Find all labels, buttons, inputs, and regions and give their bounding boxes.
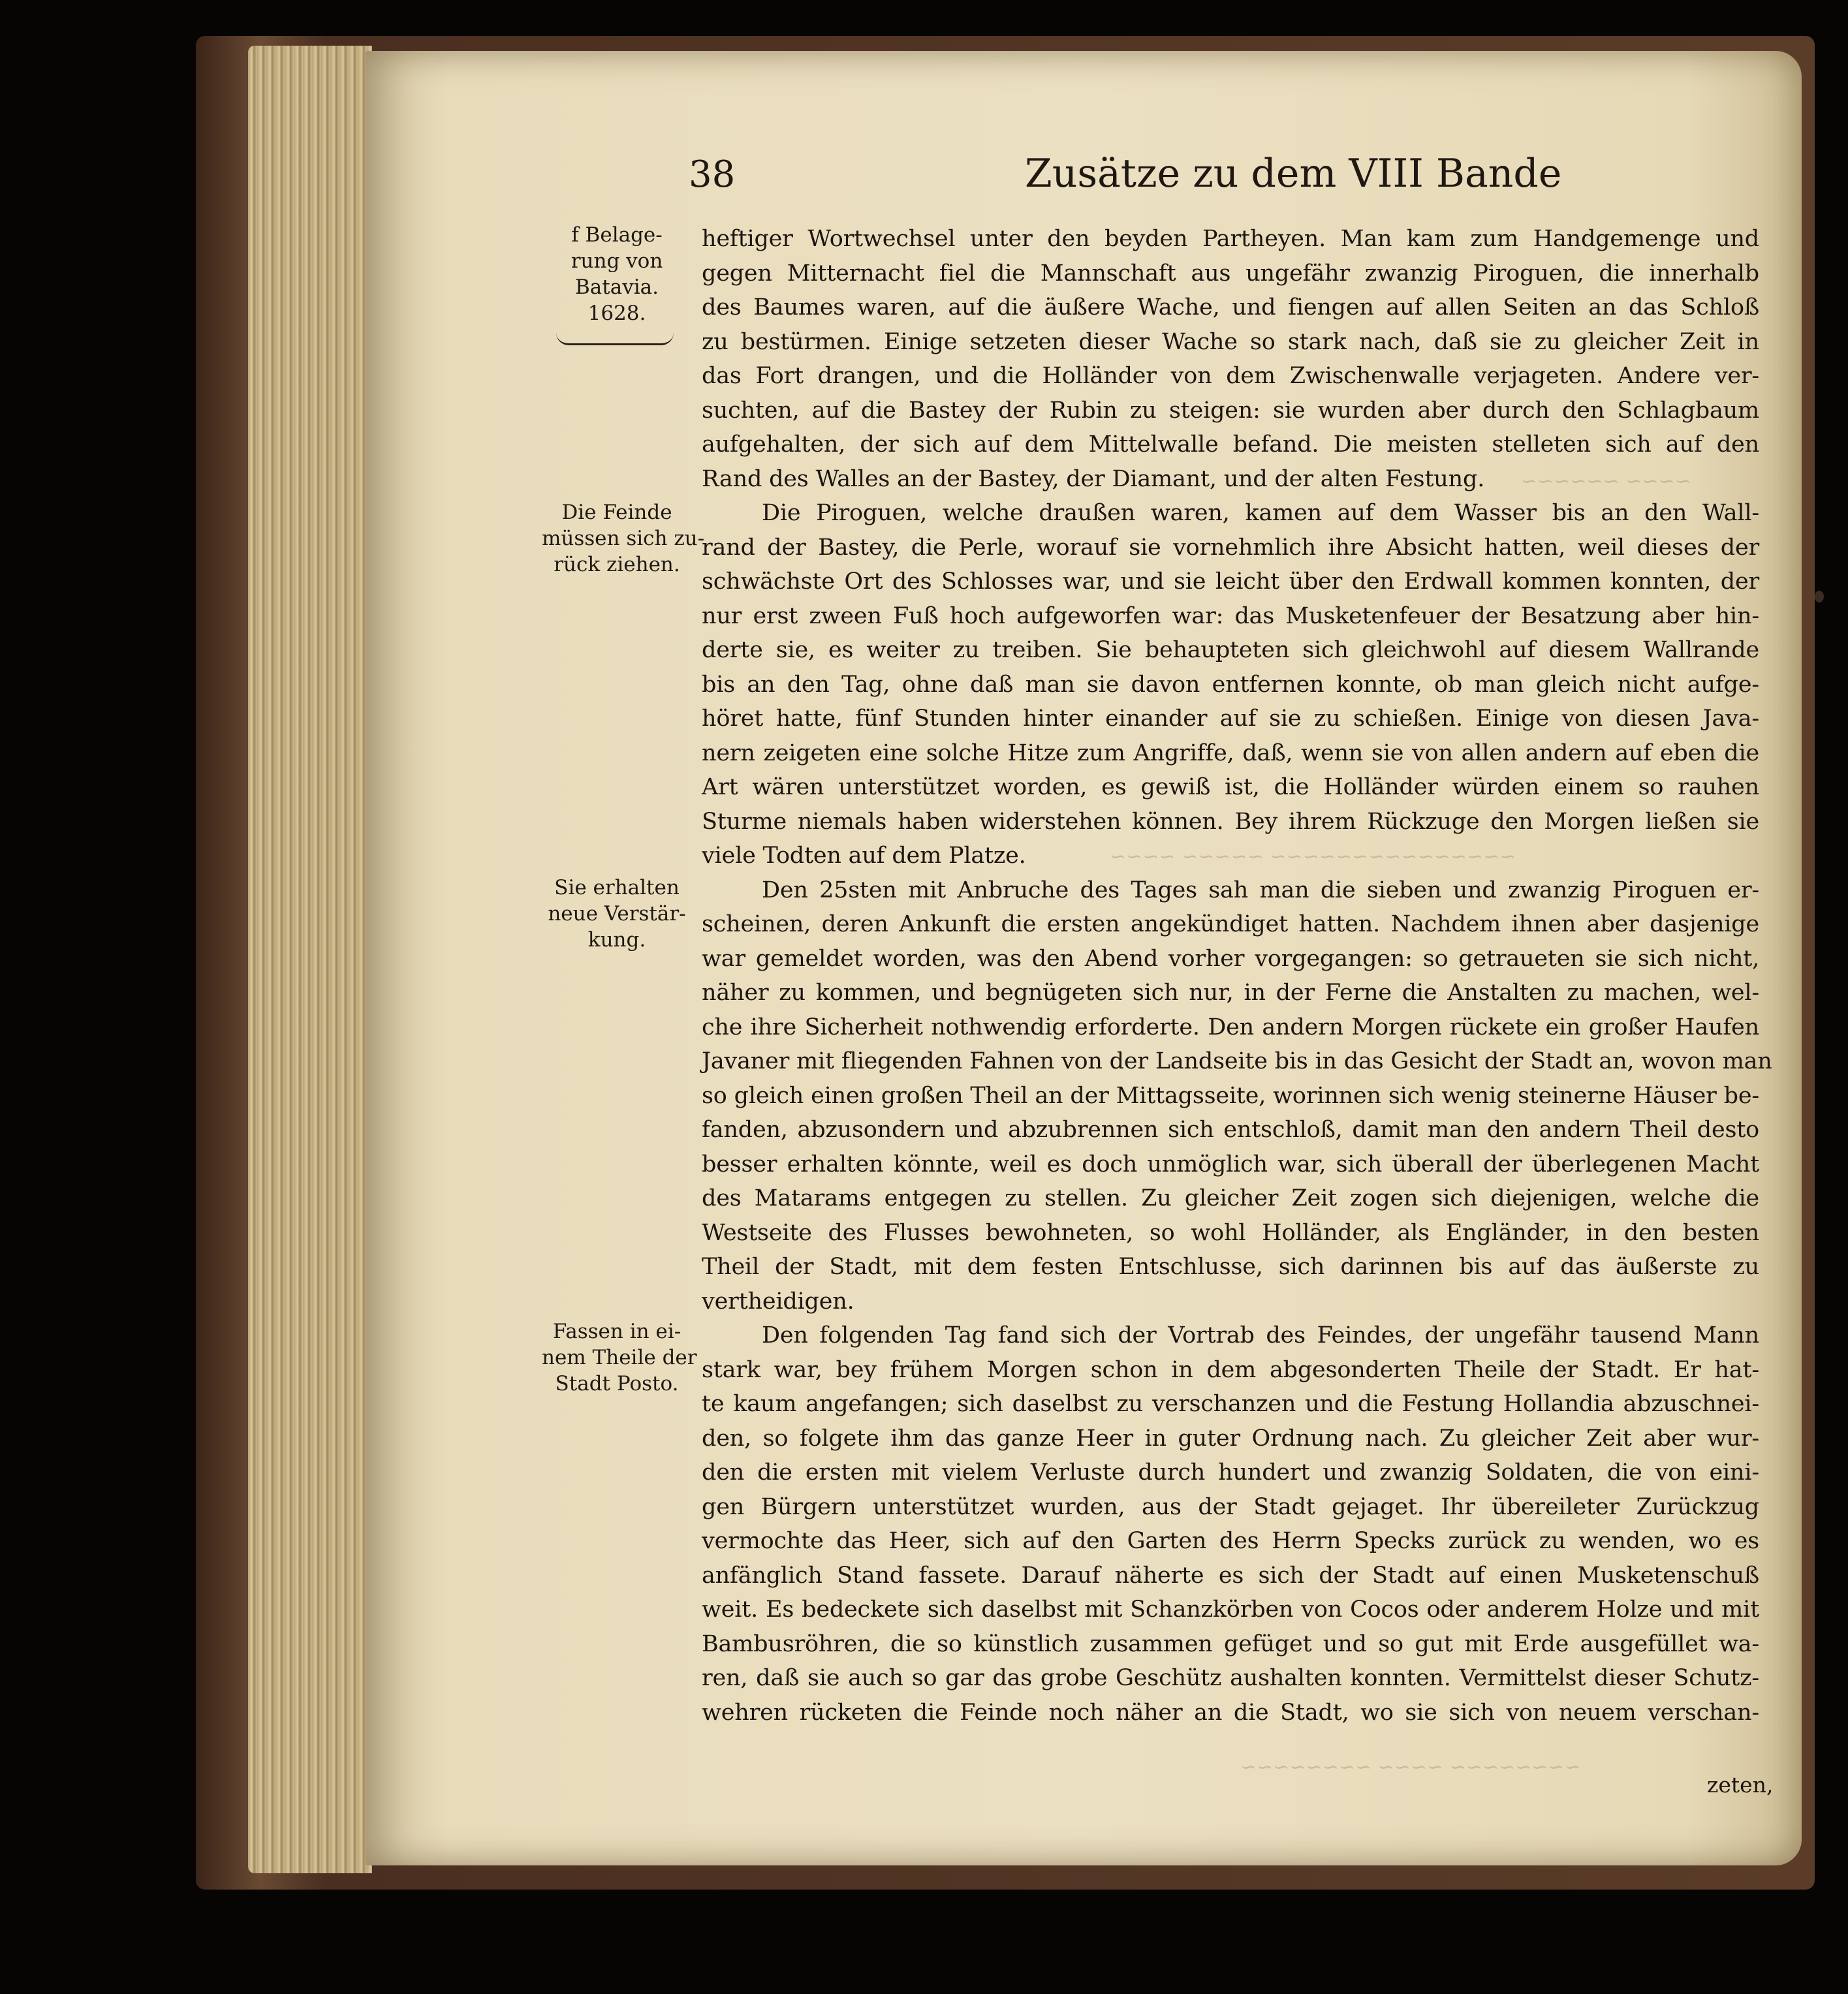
margin-notes <box>542 222 705 1788</box>
show-through: ~~~~ ~~~~~~ <box>1521 470 1691 493</box>
text-line: ren, daß sie auch so gar das grobe Geschütz aushalten konnten. Vermittelst dieser Schutz- <box>702 1665 1759 1691</box>
text-line: Die Piroguen, welche draußen waren, kamen auf dem Wasser bis an den Wall- <box>762 500 1759 526</box>
margin-note-line: nem Theile der <box>542 1346 697 1369</box>
margin-note-line: kung. <box>587 928 646 952</box>
text-line: bis an den Tag, ohne daß man sie davon entfernen konnte, ob man gleich nicht aufge- <box>702 671 1759 698</box>
text-line: zu bestürmen. Einige setzeten dieser Wache so stark nach, daß sie zu gleicher Zeit in <box>702 328 1759 355</box>
margin-note <box>542 222 692 326</box>
text-line: wehren rücketen die Feinde noch näher an die Stadt, wo sie sich von neuem verschan- <box>702 1699 1759 1726</box>
margin-note-line: rung von <box>571 249 663 273</box>
margin-note-line: Die Feinde <box>561 501 672 524</box>
text-line: gegen Mitternacht fiel die Mannschaft aus ungefähr zwanzig Piroguen, die innerhalb <box>702 260 1759 287</box>
margin-note-line: Stadt Posto. <box>555 1372 679 1395</box>
catchword: zeten, <box>1707 1772 1774 1798</box>
text-line: höret hatte, fünf Stunden hinter einander auf sie zu schießen. Einige von diesen Java- <box>702 706 1759 732</box>
text-line: des Baumes waren, auf die äußere Wache, und fiengen auf allen Seiten an das Schloß <box>702 294 1759 320</box>
page-edges <box>248 46 372 1873</box>
text-line: den, so folgete ihm das ganze Heer in guter Ordnung nach. Zu gleicher Zeit aber wur- <box>702 1425 1759 1452</box>
body-text <box>702 222 1772 1730</box>
text-line: suchten, auf die Bastey der Rubin zu steigen: sie wurden aber durch den Schlagbaum <box>702 397 1759 424</box>
text-line: scheinen, deren Ankunft die ersten angekündiget hatten. Nachdem ihnen aber dasjenige <box>702 911 1759 937</box>
show-through: ~~~~~~~~ ~~~~ ~~~~~~~~ <box>1240 1756 1581 1779</box>
text-line: schwächste Ort des Schlosses war, und sie leicht über den Erdwall kommen konnten, der <box>702 569 1759 595</box>
text-line: näher zu kommen, und begnügeten sich nur, in der Ferne die Anstalten zu machen, wel- <box>702 980 1759 1006</box>
margin-note-line: f Belage- <box>571 223 663 247</box>
text-line: war gemeldet worden, was den Abend vorher vorgegangen: so getraueten sie sich nicht, <box>702 945 1759 972</box>
margin-note <box>542 1318 697 1397</box>
text-line: Sturme niemals haben widerstehen können. Bey ihrem Rückzuge den Morgen ließen sie <box>702 808 1759 835</box>
text-line: vertheidigen. <box>702 1288 854 1315</box>
show-through: ~~~~~~~~~~~~~~~ ~~~~~ ~~~~ <box>1110 845 1516 868</box>
ornamental-brace <box>556 333 674 345</box>
margin-note-line: 1628. <box>587 302 646 325</box>
page-number: 38 <box>689 153 736 196</box>
text-line: Westseite des Flusses bewohneten, so wohl Holländer, als Engländer, in den besten <box>702 1219 1759 1246</box>
text-line: des Matarams entgegen zu stellen. Zu gleicher Zeit zogen sich diejenigen, welche die <box>702 1185 1759 1211</box>
text-line: rand der Bastey, die Perle, worauf sie vornehmlich ihre Absicht hatten, weil dieses der <box>702 534 1759 561</box>
text-line: vermochte das Heer, sich auf den Garten des Herrn Specks zurück zu wenden, wo es <box>702 1528 1759 1554</box>
text-line: che ihre Sicherheit nothwendig erforderte. Den andern Morgen rückete ein großer Haufen <box>702 1014 1759 1040</box>
margin-note-line: Fassen in ei- <box>552 1320 681 1343</box>
text-line: Den 25sten mit Anbruche des Tages sah man die sieben und zwanzig Piroguen er- <box>762 877 1759 903</box>
text-line: Den folgenden Tag fand sich der Vortrab des Feindes, der ungefähr tausend Mann <box>762 1322 1759 1348</box>
margin-note <box>542 875 692 953</box>
margin-note <box>542 499 705 578</box>
text-line: das Fort drangen, und die Holländer von dem Zwischenwalle verjageten. Andere ver- <box>702 363 1759 389</box>
text-line: nern zeigeten eine solche Hitze zum Angriffe, daß, wenn sie von allen andern auf eben die <box>702 740 1759 766</box>
page-header <box>689 147 1562 206</box>
text-line: viele Todten auf dem Platze. <box>702 843 1026 869</box>
margin-note-line: müssen sich zu- <box>542 527 705 550</box>
text-line: Theil der Stadt, mit dem festen Entschlusse, sich darinnen bis auf das äußerste zu <box>702 1254 1759 1280</box>
text-line: den die ersten mit vielem Verluste durch hundert und zwanzig Soldaten, die von eini- <box>702 1459 1759 1486</box>
text-line: so gleich einen großen Theil an der Mittagsseite, worinnen sich wenig steinerne Häuser be- <box>702 1082 1759 1109</box>
text-line: anfänglich Stand fassete. Darauf näherte es sich der Stadt auf einen Musketenschuß <box>702 1562 1759 1589</box>
text-line: Javaner mit fliegenden Fahnen von der Landseite bis in das Gesicht der Stadt an, wovon man <box>702 1048 1772 1074</box>
margin-note-line: neue Verstär- <box>548 902 686 926</box>
paper-speck <box>1815 591 1824 602</box>
text-line: derte sie, es weiter zu treiben. Sie behaupteten sich gleichwohl auf diesem Wallrande <box>702 637 1759 663</box>
text-line: besser erhalten könnte, weil es doch unmöglich war, sich überall der überlegenen Macht <box>702 1151 1759 1177</box>
margin-note-line: rück ziehen. <box>554 553 680 576</box>
text-line: weit. Es bedeckete sich daselbst mit Schanzkörben von Cocos oder anderem Holze und mit <box>702 1597 1759 1623</box>
text-line: gen Bürgern unterstützet wurden, aus der Stadt gejaget. Ihr übereileter Zurückzug <box>702 1493 1759 1520</box>
text-line: Bambusröhren, die so künstlich zusammen gefüget und so gut mit Erde ausgefüllet wa- <box>702 1630 1759 1657</box>
text-line: fanden, abzusondern und abzubrennen sich entschloß, damit man den andern Theil desto <box>702 1117 1759 1143</box>
running-title: Zusätze zu dem VIII Bande <box>1025 151 1562 196</box>
margin-note-line: Sie erhalten <box>554 876 680 899</box>
text-line: Rand des Walles an der Bastey, der Diamant, und der alten Festung. <box>702 465 1485 492</box>
text-line: aufgehalten, der sich auf dem Mittelwalle befand. Die meisten stelleten sich auf den <box>702 431 1759 458</box>
text-line: heftiger Wortwechsel unter den beyden Partheyen. Man kam zum Handgemenge und <box>702 226 1759 252</box>
text-line: te kaum angefangen; sich daselbst zu verschanzen und die Festung Hollandia abzuschnei- <box>702 1391 1759 1417</box>
text-line: Art wären unterstützet worden, es gewiß ist, die Holländer würden einem so rauhen <box>702 774 1759 800</box>
text-line: nur erst zween Fuß hoch aufgeworfen war: das Musketenfeuer der Besatzung aber hin- <box>702 602 1759 629</box>
margin-note-line: Batavia. <box>575 275 659 299</box>
text-line: stark war, bey frühem Morgen schon in dem abgesonderten Theile der Stadt. Er hat- <box>702 1356 1759 1383</box>
